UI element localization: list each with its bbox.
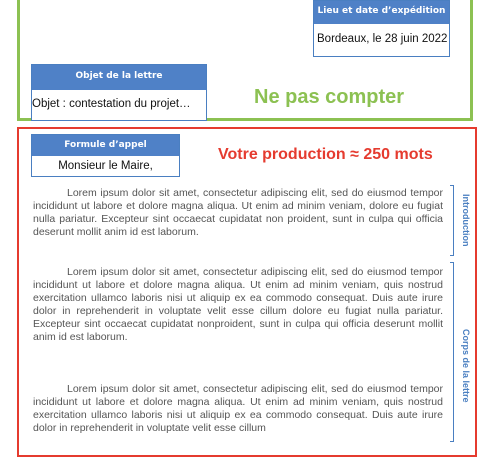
salutation-header: Formule d’appel — [32, 135, 179, 156]
word-count-note: Votre production ≈ 250 mots — [218, 146, 433, 163]
place-date-field — [313, 0, 450, 57]
introduction-paragraph: Lorem ipsum dolor sit amet, consectetur adipiscing elit, sed do eiusmod tempor incididunt ut labore et dolore magna aliqua. Ut enim ad minim veniam, dolore eu fugiat nulla pariatur. Excepteur sint occaecat cupidatat non proident, sunt in culpa qui officia deserunt mollit anim id est laborum. — [33, 187, 443, 238]
introduction-bracket — [450, 185, 454, 256]
place-date-header: Lieu et date d’expédition — [314, 1, 449, 24]
body-bracket — [450, 262, 454, 442]
salutation-field — [31, 134, 180, 177]
body-paragraph-2: Lorem ipsum dolor sit amet, consectetur adipiscing elit, sed do eiusmod tempor incididunt ut labore et dolore magna aliqua. Ut enim ad minim veniam, quis nostrud exercitation ullamco laboris nisi ut aliquip ex ea commodo consequat. Duis aute irure dolor in reprehenderit in voluptate velit esse cillum — [33, 383, 443, 434]
introduction-side-label: Introduction — [461, 194, 471, 247]
salutation-value: Monsieur le Maire, — [58, 160, 153, 172]
subject-header: Objet de la lettre — [32, 65, 206, 90]
subject-value: Objet : contestation du projet… — [32, 98, 191, 110]
place-date-value: Bordeaux, le 28 juin 2022 — [317, 33, 448, 45]
subject-field — [31, 64, 207, 121]
body-side-label: Corps de la lettre — [461, 329, 471, 403]
do-not-count-note: Ne pas compter — [254, 86, 405, 108]
body-paragraph-1: Lorem ipsum dolor sit amet, consectetur adipiscing elit, sed do eiusmod tempor incididunt ut labore et dolore magna aliqua. Ut enim ad minim veniam, quis nostrud exercitation ullamco laboris nisi ut aliquip ex ea commodo consequat. Duis aute irure dolor in reprehenderit in voluptate velit esse cillum dolore eu fugiat nulla pariatur. Excepteur sint occaecat cupidatat nonproident, sunt in culpa qui officia deserunt mollit anim id est laborum. — [33, 266, 443, 343]
